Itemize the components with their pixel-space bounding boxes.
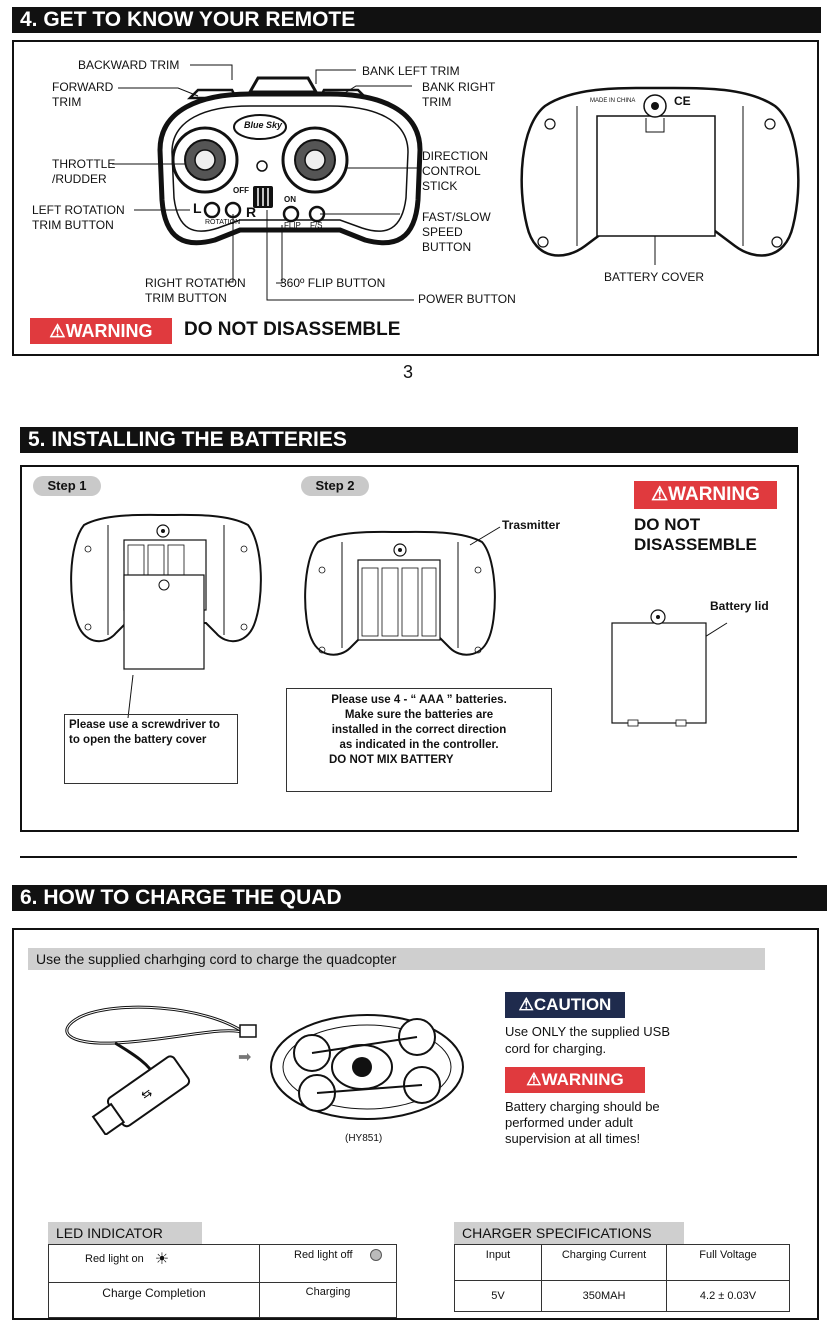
caution-label: CAUTION xyxy=(533,995,612,1014)
label-forward-trim-1: FORWARD xyxy=(52,80,114,94)
step2-pill: Step 2 xyxy=(301,476,369,496)
led-charging-cell: Charging xyxy=(260,1283,397,1318)
label-backward-trim: BACKWARD TRIM xyxy=(78,58,180,72)
note-screwdriver-line2: to open the battery cover xyxy=(69,734,207,746)
warning-icon: ⚠ xyxy=(526,1070,542,1089)
table-row xyxy=(455,1281,790,1312)
page-number: 3 xyxy=(403,362,414,382)
label-fast-slow-1: FAST/SLOW xyxy=(422,210,491,224)
note-batteries-line4: as indicated in the controller. xyxy=(339,739,499,751)
note-batteries-line1: Please use 4 - “ AAA ” batteries. xyxy=(331,694,507,706)
section6-warning-text-1: Battery charging should be xyxy=(505,1099,660,1114)
back-ce-mark: CE xyxy=(674,94,691,108)
section6-warning-text-3: supervision at all times! xyxy=(505,1131,641,1146)
caution-badge xyxy=(505,992,625,1018)
caution-text-2: cord for charging. xyxy=(505,1041,607,1056)
section4-warning-label: WARNING xyxy=(65,321,153,341)
note-screwdriver xyxy=(64,714,238,784)
warning-icon: ⚠ xyxy=(651,484,669,505)
led-red-off-label: Red light off xyxy=(294,1249,353,1261)
label-throttle-2: /RUDDER xyxy=(52,172,107,186)
charger-specs-title: CHARGER SPECIFICATIONS xyxy=(454,1222,684,1244)
caution-icon: ⚠ xyxy=(518,995,534,1014)
charger-header-voltage: Full Voltage xyxy=(667,1245,790,1281)
table-row xyxy=(49,1283,397,1318)
note-batteries-line2: Make sure the batteries are xyxy=(344,709,494,721)
section6-warning-label: WARNING xyxy=(541,1070,624,1089)
label-fast-slow-3: BUTTON xyxy=(422,240,472,254)
charger-header-current: Charging Current xyxy=(542,1245,667,1281)
label-left-rotation-2: TRIM BUTTON xyxy=(32,218,114,232)
led-red-on-label: Red light on xyxy=(85,1252,144,1265)
svg-text:⇆: ⇆ xyxy=(138,1085,155,1103)
section4-warning-text: DO NOT DISASSEMBLE xyxy=(184,319,401,340)
section-divider xyxy=(20,856,797,858)
label-fast-slow-2: SPEED xyxy=(422,225,463,239)
led-completion-cell: Charge Completion xyxy=(49,1283,260,1318)
caution-text-1: Use ONLY the supplied USB xyxy=(505,1024,670,1039)
note-batteries-line5: DO NOT MIX BATTERY xyxy=(329,754,454,766)
remote-off-mark: OFF xyxy=(233,186,249,195)
warning-icon: ⚠ xyxy=(49,321,66,341)
section5-warning-label: WARNING xyxy=(668,484,760,505)
label-battery-cover: BATTERY COVER xyxy=(604,270,705,284)
battery-lid-label: Battery lid xyxy=(710,599,769,613)
charger-value-voltage: 4.2 ± 0.03V xyxy=(667,1281,790,1312)
remote-l-mark: L xyxy=(193,200,202,216)
remote-rotation-mark: ROTATION xyxy=(205,219,241,226)
label-forward-trim-2: TRIM xyxy=(52,95,82,109)
battery-lid-illustration xyxy=(610,605,710,730)
remote-on-mark: ON xyxy=(284,195,296,204)
remote-flip-mark: FLIP xyxy=(284,221,301,230)
led-red-on-cell xyxy=(49,1245,260,1283)
led-indicator-table xyxy=(48,1244,397,1318)
label-right-rotation-2: TRIM BUTTON xyxy=(145,291,227,305)
remote-brand: Blue Sky xyxy=(244,120,283,130)
label-throttle-1: THROTTLE xyxy=(52,157,116,171)
section4-warning-badge xyxy=(30,318,172,344)
section5-warning-text-2: DISASSEMBLE xyxy=(634,535,757,554)
note-batteries-line3: installed in the correct direction xyxy=(331,724,507,736)
section6-title: 6. HOW TO CHARGE THE QUAD xyxy=(20,886,342,909)
light-off-icon xyxy=(370,1249,382,1261)
label-direction-3: STICK xyxy=(422,179,458,193)
back-made-in-china: MADE IN CHINA xyxy=(590,98,636,104)
usb-cord-illustration xyxy=(55,995,265,1135)
section5-header xyxy=(20,427,798,453)
section5-warning-badge xyxy=(634,481,777,509)
note-screwdriver-line1: Please use a screwdriver to xyxy=(69,719,220,731)
remote-r-mark: R xyxy=(246,204,257,220)
section5-warning-text-1: DO NOT xyxy=(634,515,701,534)
section6-header xyxy=(12,885,827,911)
label-bank-right-trim-1: BANK RIGHT xyxy=(422,80,496,94)
section5-title: 5. INSTALLING THE BATTERIES xyxy=(28,428,347,451)
remote-fs-mark: F/S xyxy=(310,221,323,230)
light-on-icon: ☀ xyxy=(154,1251,170,1268)
section6-warning-badge xyxy=(505,1067,645,1093)
label-right-rotation-1: RIGHT ROTATION xyxy=(145,276,246,290)
note-batteries xyxy=(286,688,552,792)
label-bank-right-trim-2: TRIM xyxy=(422,95,452,109)
label-bank-left-trim: BANK LEFT TRIM xyxy=(362,64,460,78)
charger-value-current: 350MAH xyxy=(542,1281,667,1312)
led-indicator-title: LED INDICATOR xyxy=(48,1222,202,1244)
led-red-off-cell xyxy=(260,1245,397,1283)
charger-specs-table xyxy=(454,1244,790,1312)
section4-title: 4. GET TO KNOW YOUR REMOTE xyxy=(20,8,356,31)
step1-pill: Step 1 xyxy=(33,476,101,496)
label-direction-1: DIRECTION xyxy=(422,149,488,163)
arrow-icon: ➡ xyxy=(238,1049,252,1066)
quadcopter-illustration xyxy=(262,995,472,1135)
section6-warning-text-2: performed under adult xyxy=(505,1115,633,1130)
charger-value-input: 5V xyxy=(455,1281,542,1312)
table-row xyxy=(455,1245,790,1281)
charger-header-input: Input xyxy=(455,1245,542,1281)
transmitter-label: Trasmitter xyxy=(502,518,561,532)
remote-back-illustration xyxy=(515,76,805,266)
label-left-rotation-1: LEFT ROTATION xyxy=(32,203,125,217)
label-direction-2: CONTROL xyxy=(422,164,481,178)
charge-intro-bar: Use the supplied charhging cord to charge the quadcopter xyxy=(28,948,765,970)
label-flip-button: 360º FLIP BUTTON xyxy=(280,276,386,290)
table-row xyxy=(49,1245,397,1283)
label-power-button: POWER BUTTON xyxy=(418,292,516,306)
quad-model-label: (HY851) xyxy=(345,1133,383,1144)
